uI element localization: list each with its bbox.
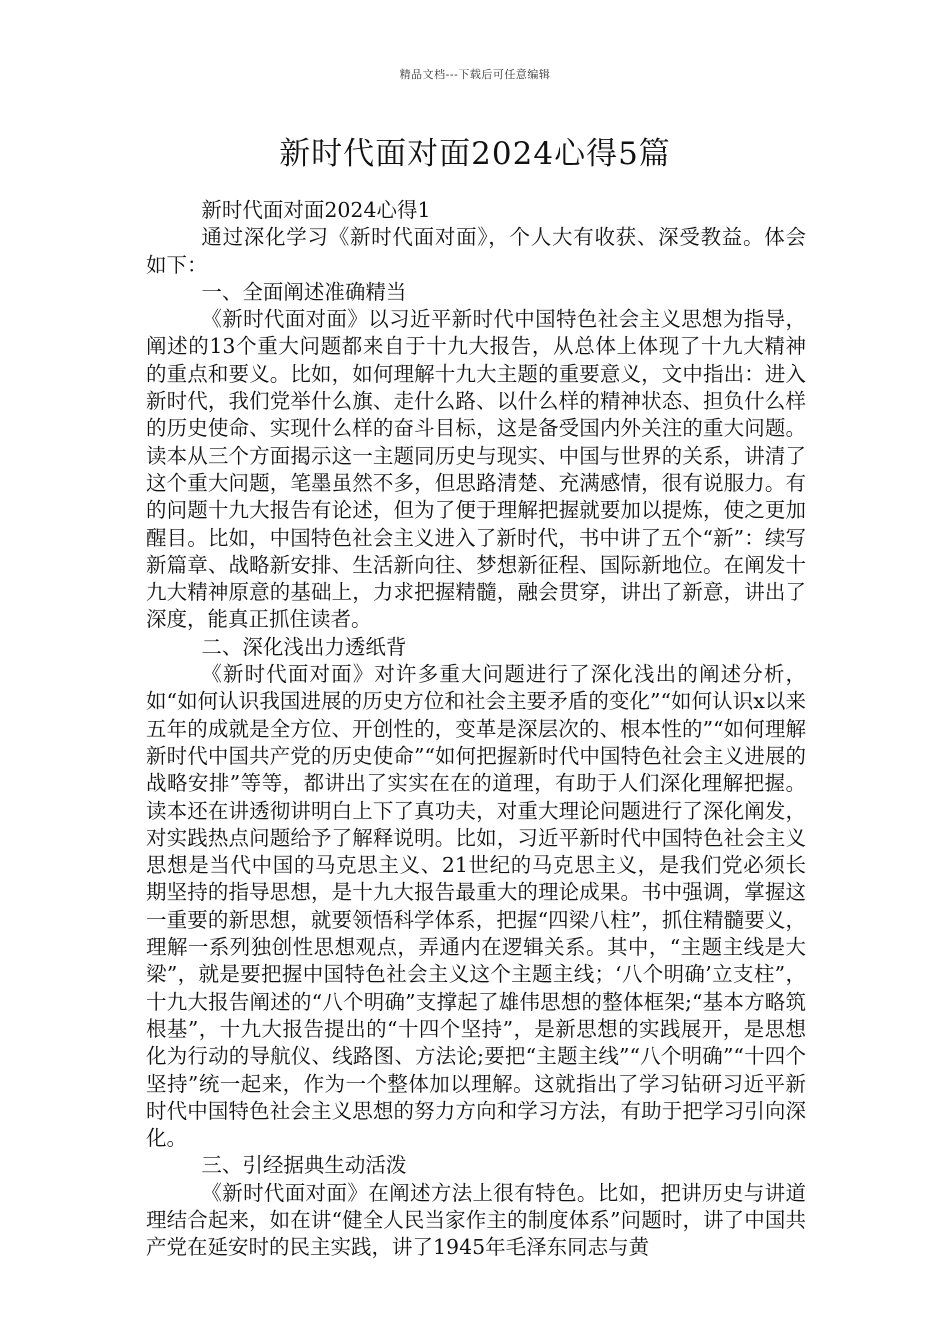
intro-paragraph: 通过深化学习《新时代面对面》，个人大有收获、深受教益。体会如下：: [146, 225, 806, 277]
section-body-2: 《新时代面对面》对许多重大问题进行了深化浅出的阐述分析，如“如何认识我国进展的历史方位和社会主要矛盾的变化”“如何认识x以来五年的成就是全方位、开创性的，变革是深层次的、根本性的”“如何理解新时代中国共产党的历史使命”“如何把握新时代中国特色社会主义进展的战略安排”等等，都讲出了实实在在的道理，有助于人们深化理解把握。读本还在讲透彻讲明白上下了真功夫，对重大理论问题进行了深化阐发，对实践热点问题给予了解释说明。比如，习近平新时代中国特色社会主义思想是当代中国的马克思主义、21世纪的马克思主义，是我们党必须长期坚持的指导思想，是十九大报告最重大的理论成果。书中强调，掌握这一重要的新思想，就要领悟科学体系，把握“四梁八柱”，抓住精髓要义，理解一系列独创性思想观点，弄通内在逻辑关系。其中，“主题主线是大梁”，就是要把握中国特色社会主义这个主题主线；‘八个明确’立支柱”，十九大报告阐述的“八个明确”支撑起了雄伟思想的整体框架;“基本方略筑根基”，十九大报告提出的“十四个坚持”，是新思想的实践展开，是思想化为行动的导航仪、线路图、方法论;要把“主题主线”“八个明确”“十四个坚持”统一起来，作为一个整体加以理解。这就指出了学习钻研习近平新时代中国特色社会主义思想的努力方向和学习方法，有助于把学习引向深化。: [146, 662, 806, 1151]
section-heading-1: 一、全面阐述准确精当: [201, 279, 407, 304]
section-heading-3: 三、引经据典生动活泼: [201, 1153, 407, 1178]
document-body: [146, 197, 806, 1262]
document-subtitle: 新时代面对面2024心得1: [201, 198, 431, 222]
section-body-3: 《新时代面对面》在阐述方法上很有特色。比如，把讲历史与讲道理结合起来，如在讲“健全人民当家作主的制度体系”问题时，讲了中国共产党在延安时的民主实践，讲了1945年毛泽东同志与黄: [146, 1180, 806, 1260]
page-header-note: 精品文档---下载后可任意编辑: [399, 68, 551, 81]
section-heading-2: 二、深化浅出力透纸背: [201, 634, 407, 659]
section-body-1: 《新时代面对面》以习近平新时代中国特色社会主义思想为指导，阐述的13个重大问题都来自于十九大报告，从总体上体现了十九大精神的重点和要义。比如，如何理解十九大主题的重要意义，文中指出：进入新时代，我们党举什么旗、走什么路、以什么样的精神状态、担负什么样的历史使命、实现什么样的奋斗目标，这是备受国内外关注的重大问题。读本从三个方面揭示这一主题同历史与现实、中国与世界的关系，讲清了这个重大问题，笔墨虽然不多，但思路清楚、充满感情，很有说服力。有的问题十九大报告有论述，但为了便于理解把握就要加以提炼，使之更加醒目。比如，中国特色社会主义进入了新时代，书中讲了五个“新”：续写新篇章、战略新安排、生活新向往、梦想新征程、国际新地位。在阐发十九大精神原意的基础上，力求把握精髓，融会贯穿，讲出了新意，讲出了深度，能真正抓住读者。: [146, 307, 806, 632]
document-title: 新时代面对面2024心得5篇: [279, 136, 671, 172]
